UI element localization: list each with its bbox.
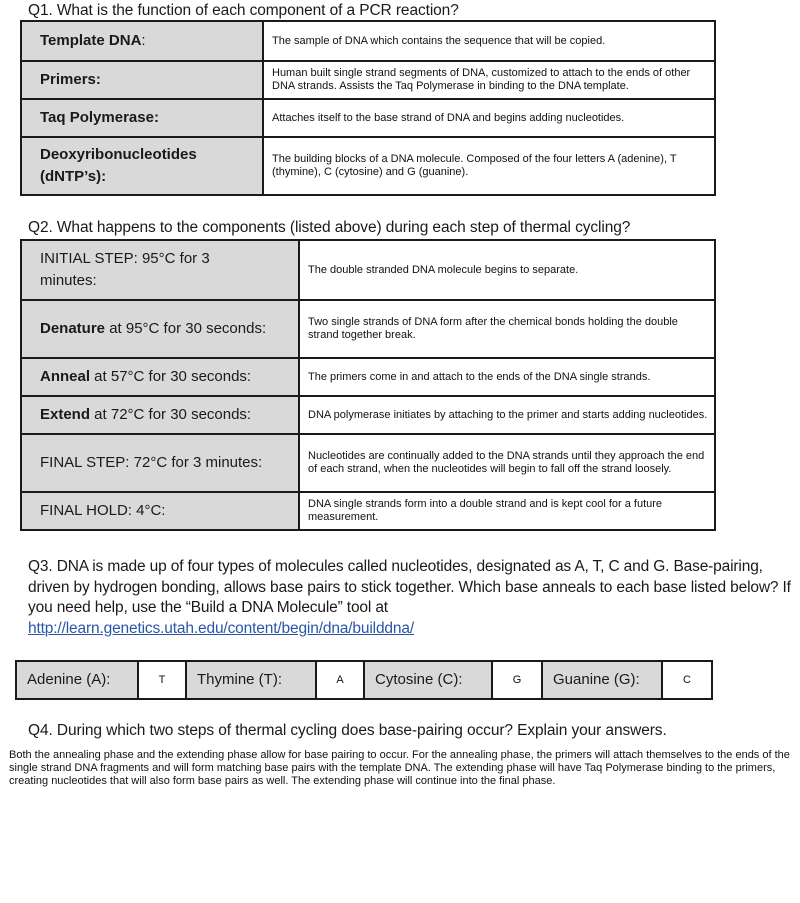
pair-answer-adenine[interactable]: T [138, 661, 186, 699]
q1-answer-dntps[interactable]: The building blocks of a DNA molecule. Composed of the four letters A (adenine), T (thymine), C (cytosine) and G (guanine). [263, 137, 715, 195]
q2-answer-extend[interactable]: DNA polymerase initiates by attaching to the primer and starts adding nucleotides. [299, 396, 715, 434]
q1-answer-taq-polymerase[interactable]: Attaches itself to the base strand of DNA and begins adding nucleotides. [263, 99, 715, 137]
q2-label-extend: Extend at 72°C for 30 seconds: [21, 396, 299, 434]
table-row [21, 61, 715, 99]
q2-label-final-hold: FINAL HOLD: 4°C: [21, 492, 299, 530]
q2-answer-final-step[interactable]: Nucleotides are continually added to the DNA strands until they approach the end of each strand, when the nucleotides will begin to fall off the strand loosely. [299, 434, 715, 492]
base-pair-table [15, 660, 713, 700]
q2-label-denature: Denature at 95°C for 30 seconds: [21, 300, 299, 358]
q2-answer-denature[interactable]: Two single strands of DNA form after the chemical bonds holding the double strand together break. [299, 300, 715, 358]
pair-label-adenine: Adenine (A): [16, 661, 138, 699]
pair-label-guanine: Guanine (G): [542, 661, 662, 699]
pair-answer-guanine[interactable]: C [662, 661, 712, 699]
pair-answer-thymine[interactable]: A [316, 661, 364, 699]
q3-question [28, 557, 798, 639]
pair-label-thymine: Thymine (T): [186, 661, 316, 699]
q1-label-taq-polymerase: Taq Polymerase: [21, 99, 263, 137]
q1-answer-template-dna[interactable]: The sample of DNA which contains the sequence that will be copied. [263, 21, 715, 61]
table-row [21, 396, 715, 434]
q1-answer-primers[interactable]: Human built single strand segments of DNA, customized to attach to the ends of other DNA strands. Assists the Taq Polymerase in binding to the DNA template. [263, 61, 715, 99]
q4-question: Q4. During which two steps of thermal cycling does base-pairing occur? Explain your answers. [28, 722, 667, 739]
pair-answer-cytosine[interactable]: G [492, 661, 542, 699]
table-row [21, 240, 715, 300]
table-row [21, 492, 715, 530]
q2-table [20, 239, 716, 531]
table-row [21, 99, 715, 137]
q2-answer-final-hold[interactable]: DNA single strands form into a double strand and is kept cool for a future measurement. [299, 492, 715, 530]
q4-answer[interactable]: Both the annealing phase and the extending phase allow for base pairing to occur. For the annealing phase, the primers will attach themselves to the ends of the single strand DNA fragments and will form matching base pairs with the template DNA. The extending phase will have Taq Polymerase binding to the primers, creating nucleotides that will also form base pairs as well. The extending phase will continue into the final phase. [9, 749, 790, 787]
build-dna-link[interactable]: http://learn.genetics.utah.edu/content/begin/dna/builddna/ [28, 619, 414, 637]
q1-table [20, 20, 716, 196]
table-row [21, 300, 715, 358]
q2-answer-anneal[interactable]: The primers come in and attach to the ends of the DNA single strands. [299, 358, 715, 396]
table-row [21, 358, 715, 396]
pair-label-cytosine: Cytosine (C): [364, 661, 492, 699]
q1-question: Q1. What is the function of each component of a PCR reaction? [28, 2, 459, 19]
table-row [21, 21, 715, 61]
table-row [21, 137, 715, 195]
q2-answer-initial-step[interactable]: The double stranded DNA molecule begins to separate. [299, 240, 715, 300]
q1-label-template-dna: Template DNA: [21, 21, 263, 61]
q2-label-initial-step: INITIAL STEP: 95°C for 3 minutes: [21, 240, 299, 300]
q1-label-primers: Primers: [21, 61, 263, 99]
q2-label-anneal: Anneal at 57°C for 30 seconds: [21, 358, 299, 396]
q2-question: Q2. What happens to the components (listed above) during each step of thermal cycling? [28, 219, 631, 236]
table-row [21, 434, 715, 492]
q3-question-text: Q3. DNA is made up of four types of molecules called nucleotides, designated as A, T, C and G. Base-pairing, driven by hydrogen bonding, allows base pairs to stick together. Which base anneals to each base listed below? If you need help, use the “Build a DNA Molecule” tool at [28, 558, 791, 616]
table-row [16, 661, 712, 699]
q1-label-dntps: Deoxyribonucleotides (dNTP’s): [21, 137, 263, 195]
q2-label-final-step: FINAL STEP: 72°C for 3 minutes: [21, 434, 299, 492]
